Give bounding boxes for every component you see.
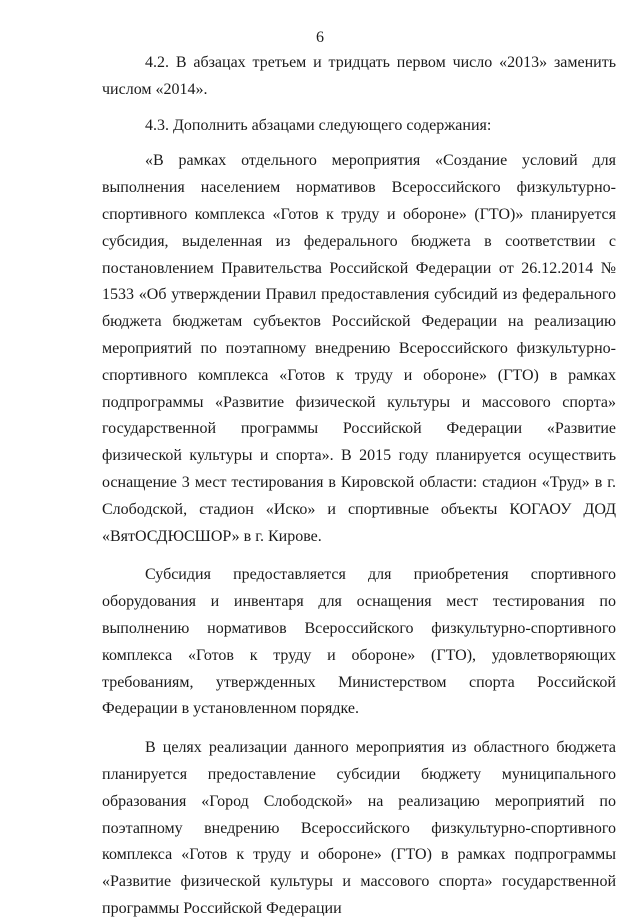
paragraph-4-3: 4.3. Дополнить абзацами следующего содержания: (145, 116, 492, 134)
paragraph-subsidy-purpose: Субсидия предоставляется для приобретения спортивного оборудования и инвентаря для оснащения мест тестирования по выполнению нормативов Всероссийского физкультурно-спортивного комплекса «Готов к труду и обороне» (ГТО), удовлетворяющих требованиям, утвержденных Министерством спорта Российской Федерации в установленном порядке. (102, 566, 616, 718)
page-number: 6 (316, 29, 324, 46)
document-body (102, 50, 616, 923)
paragraph-4-2: 4.2. В абзацах третьем и тридцать первом число «2013» заменить числом «2014». (102, 54, 616, 98)
paragraph-gto-event: «В рамках отдельного мероприятия «Создание условий для выполнения населением нормативов Всероссийского физкультурно-спортивного комплекса «Готов к труду и обороне» (ГТО)» планируется субсидия, выделенная из федерального бюджета в соответствии с постановлением Правительства Российской Федерации от 26.12.2014 № 1533 «Об утверждении Правил предоставления субсидий из федерального бюджета бюджетам субъектов Российской Федерации на реализацию мероприятий по поэтапному внедрению Всероссийского физкультурно-спортивного комплекса «Готов к труду и обороне» (ГТО) в рамках подпрограммы «Развитие физической культуры и массового спорта» государственной программы Российской Федерации «Развитие физической культуры и спорта». В 2015 году планируется осуществить оснащение 3 мест тестирования в Кировской области: стадион «Труд» в г. Слободской, стадион «Иско» и спортивные объекты КОГАОУ ДОД «ВятОСДЮСШОР» в г. Кирове. (102, 152, 616, 545)
paragraph-regional-budget: В целях реализации данного мероприятия из областного бюджета планируется предоставление субсидии бюджету муниципального образования «Город Слободской» на реализацию мероприятий по поэтапному внедрению Всероссийского физкультурно-спортивного комплекса «Готов к труду и обороне» (ГТО) в рамках подпрограммы «Развитие физической культуры и массового спорта» государственной программы Российской Федерации (102, 739, 616, 917)
